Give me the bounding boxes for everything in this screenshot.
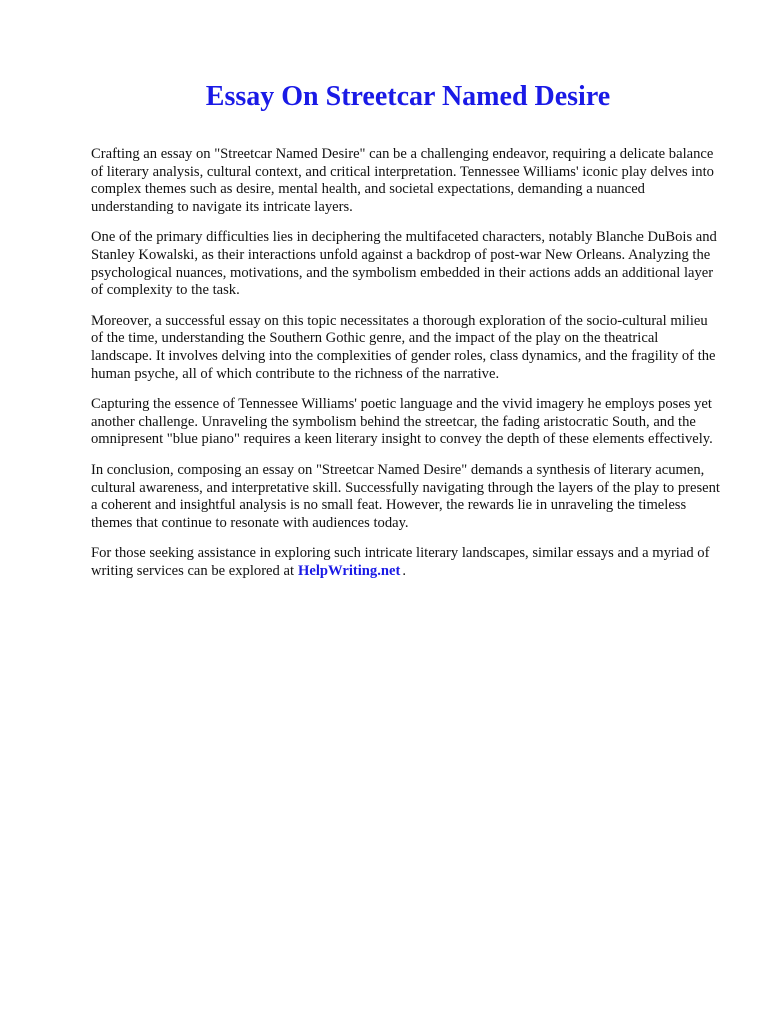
essay-body (91, 146, 723, 593)
page-title: Essay On Streetcar Named Desire (205, 81, 611, 112)
helpwriting-link[interactable]: HelpWriting.net (298, 562, 401, 579)
closing-paragraph (91, 545, 723, 580)
closing-period: . (402, 562, 406, 579)
paragraph-5: In conclusion, composing an essay on "Streetcar Named Desire" demands a synthesis of literary acumen, cultural awareness, and interpretative skill. Successfully navigating through the layers of the play to present a coherent and insightful analysis is no small feat. However, the rewards lie in unraveling the timeless themes that continue to resonate with audiences today. (91, 461, 720, 531)
paragraph-1: Crafting an essay on "Streetcar Named Desire" can be a challenging endeavor, requiring a delicate balance of literary analysis, cultural context, and critical interpretation. Tennessee Williams' iconic play delves into complex themes such as desire, mental health, and societal expectations, demanding a nuanced understanding to navigate its intricate layers. (91, 146, 714, 215)
paragraph-2: One of the primary difficulties lies in deciphering the multifaceted characters, notably Blanche DuBois and Stanley Kowalski, as their interactions unfold against a backdrop of post-war New Orleans. Analyzing the psychological nuances, motivations, and the symbolism embedded in their actions adds an additional layer of complexity to the task. (91, 229, 717, 299)
closing-text: For those seeking assistance in exploring such intricate literary landscapes, similar essays and a myriad of writing services can be explored at (91, 545, 710, 579)
paragraph-3: Moreover, a successful essay on this topic necessitates a thorough exploration of the socio-cultural milieu of the time, understanding the Southern Gothic genre, and the impact of the play on the theatrical landscape. It involves delving into the complexities of gender roles, class dynamics, and the fragility of the human psyche, all of which contribute to the richness of the narrative. (91, 312, 716, 382)
paragraph-4: Capturing the essence of Tennessee Williams' poetic language and the vivid imagery he employs poses yet another challenge. Unraveling the symbolism behind the streetcar, the fading aristocratic South, and the omnipresent "blue piano" requires a keen literary insight to convey the depth of these elements effectively. (91, 396, 713, 448)
